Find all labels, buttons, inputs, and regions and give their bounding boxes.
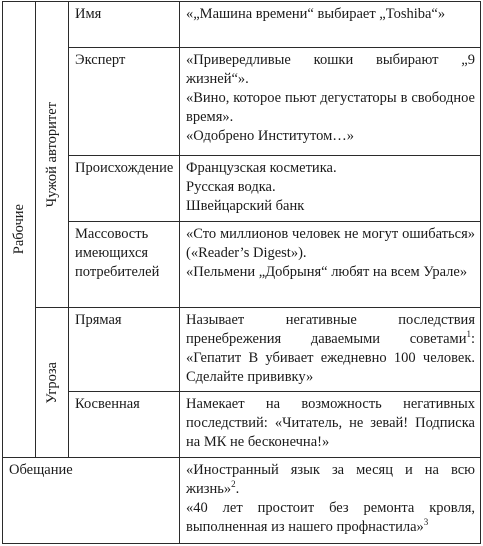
row-value-name bbox=[180, 2, 481, 48]
mass-line-1: «Сто миллионов человек не могут ошибаться» («Reader’s Digest»). bbox=[186, 226, 475, 261]
row-label-name: Имя bbox=[69, 2, 180, 48]
origin-line-2: Русская водка. bbox=[186, 179, 276, 195]
group-main-cell bbox=[3, 2, 36, 458]
row-value-origin bbox=[180, 156, 481, 222]
row-label-origin: Происхождение bbox=[69, 156, 180, 222]
group-authority-label: Чужой авторитет bbox=[43, 101, 60, 208]
expert-line-3: «Одобрено Институтом…» bbox=[186, 128, 355, 144]
direct-footnote-mark: 1 bbox=[466, 329, 471, 340]
group-authority-cell bbox=[36, 2, 69, 308]
row-value-expert bbox=[180, 48, 481, 156]
row-label-mass: Массовость имеющихся потребителей bbox=[69, 222, 180, 308]
table-row bbox=[3, 2, 481, 48]
direct-text-before: Называет негативные последствия пренебрежения даваемыми советами bbox=[186, 312, 475, 347]
expert-line-1: «Привередливые кошки выбирают „9 жизней“». bbox=[186, 52, 475, 87]
promise-footnote-mark-1: 2 bbox=[231, 479, 236, 490]
promise-line-1 bbox=[186, 461, 475, 499]
group-main-label: Рабочие bbox=[10, 204, 27, 255]
promise-text-2: «40 лет простоит без ремонта кровля, выполненная из нашего профнастила» bbox=[186, 500, 475, 535]
row-value-mass bbox=[180, 222, 481, 308]
promise-line-2 bbox=[186, 499, 475, 537]
table-row bbox=[3, 392, 481, 458]
table-row bbox=[3, 156, 481, 222]
mass-line-2: «Пельмени „Добрыня“ любят на всем Урале» bbox=[186, 264, 468, 280]
appeals-table bbox=[2, 1, 481, 544]
row-value-indirect bbox=[180, 392, 481, 458]
row-value-promise bbox=[180, 458, 481, 544]
direct-text-after: : «Гепатит В убивает ежедневно 100 человек. Сделайте прививку» bbox=[186, 331, 475, 385]
table-row bbox=[3, 48, 481, 156]
group-threat-label: Угроза bbox=[43, 361, 60, 404]
promise-text-1-end: . bbox=[235, 481, 240, 497]
table-row bbox=[3, 458, 481, 544]
promise-text-1: «Иностранный язык за месяц и на всю жизнь» bbox=[186, 462, 475, 497]
row-label-promise: Обещание bbox=[3, 458, 180, 544]
table-row bbox=[3, 308, 481, 392]
row-value-direct bbox=[180, 308, 481, 392]
group-threat-cell bbox=[36, 308, 69, 458]
promise-footnote-mark-2: 3 bbox=[423, 517, 429, 528]
table-row bbox=[3, 222, 481, 308]
origin-line-3: Швейцарский банк bbox=[186, 198, 305, 214]
name-line-1: «„Машина времени“ выбирает „Toshiba“» bbox=[186, 6, 446, 22]
expert-line-2: «Вино, которое пьют дегустаторы в свободное время». bbox=[186, 90, 475, 125]
origin-line-1: Французская косметика. bbox=[186, 160, 337, 176]
row-label-indirect: Косвенная bbox=[69, 392, 180, 458]
row-label-direct: Прямая bbox=[69, 308, 180, 392]
indirect-text: Намекает на возможность негативных последствий: «Читатель, не зевай! Подписка на МК не бесконечна!» bbox=[186, 396, 475, 450]
row-label-expert: Эксперт bbox=[69, 48, 180, 156]
